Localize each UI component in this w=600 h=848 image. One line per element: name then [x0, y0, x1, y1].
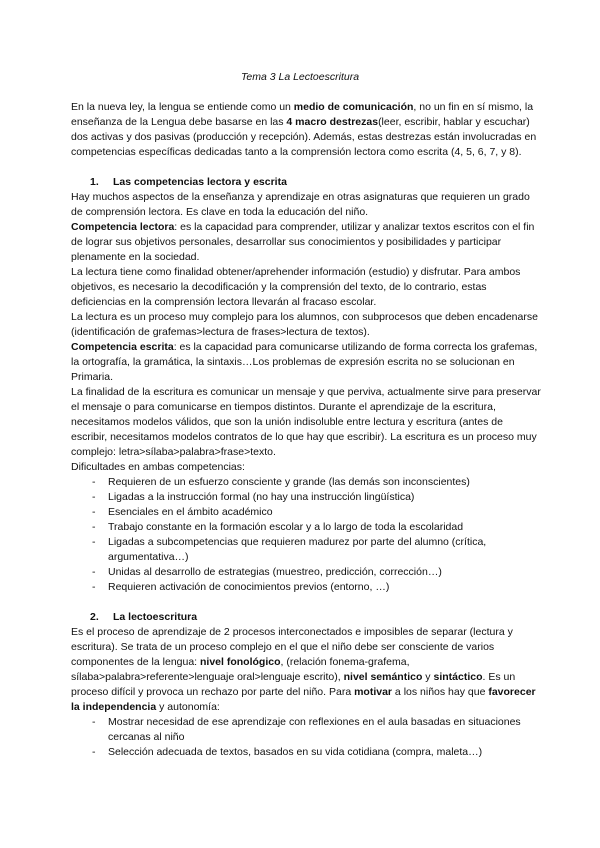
- document-title: Tema 3 La Lectoescritura: [240, 71, 360, 83]
- section-2-title: La lectoescritura: [113, 611, 198, 623]
- motivation-list: [71, 715, 541, 760]
- list-item: - Selección adecuada de textos, basados en su vida cotidiana (compra, maleta…): [71, 745, 541, 760]
- text: y autonomía:: [156, 701, 220, 713]
- paragraph: La lectura tiene como finalidad obtener/aprehender información (estudio) y disfrutar. Para ambos objetivos, es necesario la decodificación y la comprensión del texto, de lo contrario, estas deficiencias en la comprensión lectora llevarán al fracaso escolar.: [71, 266, 521, 308]
- paragraph: La finalidad de la escritura es comunicar un mensaje y que perviva, actualmente sirve para preservar el mensaje o para comunicarse en tiempos distintos. Durante el aprendizaje de la escritura, necesitamos modelos válidos, que son la unión indisoluble entre lectura y escritura (antes de escribir, necesitamos modelos contratos de lo que hay que escribir). La escritura es un proceso muy complejo: letra>sílaba>palabra>frase>texto.: [71, 386, 541, 458]
- paragraph: Hay muchos aspectos de la enseñanza y aprendizaje en otras asignaturas que requieren un grado de comprensión lectora. Es clave en toda la educación del niño.: [71, 191, 530, 218]
- document-body: [71, 100, 541, 760]
- intro-emphasis: medio de comunicación: [293, 101, 414, 113]
- intro-emphasis: 4 macro destrezas: [286, 116, 379, 128]
- text: Es el proceso de aprendizaje de 2 procesos interconectados e imposibles de separar (lectura y escritura). Se trata de un proceso complejo en el que el niño debe ser consciente de varios componentes de la lengua:: [71, 626, 513, 668]
- section-2-heading: [90, 610, 541, 625]
- section-1-heading: [90, 175, 541, 190]
- paragraph: La lectura es un proceso muy complejo para los alumnos, con subprocesos que deben encadenarse (identificación de grafemas>lectura de frases>lectura de textos).: [71, 311, 538, 338]
- list-item: - Requieren de un esfuerzo consciente y grande (las demás son inconscientes): [71, 475, 541, 490]
- intro-text: En la nueva ley, la lengua se entiende como un: [71, 101, 294, 113]
- term: Competencia escrita: [71, 341, 174, 353]
- text: . Es un proceso difícil y provoca un rechazo por parte del niño. Para: [71, 671, 516, 698]
- definition: : es la capacidad para comprender, utilizar y analizar textos escritos con el fin de lograr sus objetivos personales, desarrollar sus conocimientos y posibilidades y participar plenamente en la sociedad.: [71, 221, 535, 263]
- emphasis: nivel fonológico: [200, 656, 281, 668]
- section-2-number: 2.: [90, 611, 99, 623]
- emphasis: motivar: [354, 686, 393, 698]
- intro-paragraph: [71, 100, 541, 160]
- text: y: [422, 671, 434, 683]
- emphasis: sintáctico: [433, 671, 483, 683]
- list-item: - Requieren activación de conocimientos previos (entorno, …): [71, 580, 541, 595]
- list-item: - Ligadas a subcompetencias que requieren madurez por parte del alumno (crítica, argumentativa…): [71, 535, 541, 565]
- list-item: - Mostrar necesidad de ese aprendizaje con reflexiones en el aula basadas en situaciones cercanas al niño: [71, 715, 541, 745]
- section-1-title: Las competencias lectora y escrita: [113, 176, 287, 188]
- list-item: - Esenciales en el ámbito académico: [71, 505, 541, 520]
- definition: : es la capacidad para comunicarse utilizando de forma correcta los grafemas, la ortografía, la gramática, la sintaxis…Los problemas de expresión escrita no se solucionan en Primaria.: [71, 341, 538, 383]
- definition-lectora: [71, 220, 541, 265]
- emphasis: nivel semántico: [343, 671, 423, 683]
- paragraph: Dificultades en ambas competencias:: [71, 461, 245, 473]
- emphasis: favorecer la independencia: [71, 686, 536, 713]
- list-item: - Trabajo constante en la formación escolar y a lo largo de toda la escolaridad: [71, 520, 541, 535]
- section-1-number: 1.: [90, 176, 99, 188]
- paragraph: [71, 625, 541, 715]
- term: Competencia lectora: [71, 221, 175, 233]
- text: a los niños hay que: [392, 686, 489, 698]
- intro-text: , no un fin en sí mismo, la enseñanza de la Lengua debe basarse en las: [71, 101, 534, 128]
- intro-text: (leer, escribir, hablar y escuchar) dos activas y dos pasivas (producción y recepción). Además, estas destrezas están involucradas en competencias específicas dedicadas tanto a la comprensión lectora como escrita (4, 5, 6, 7, y 8).: [71, 116, 537, 158]
- difficulties-list: [71, 475, 541, 595]
- list-item: - Ligadas a la instrucción formal (no hay una instrucción lingüística): [71, 490, 541, 505]
- text: , (relación fonema-grafema, sílaba>palabra>referente>lenguaje oral>lenguaje escrito),: [71, 656, 410, 683]
- definition-escrita: [71, 340, 541, 385]
- list-item: - Unidas al desarrollo de estrategias (muestreo, predicción, corrección…): [71, 565, 541, 580]
